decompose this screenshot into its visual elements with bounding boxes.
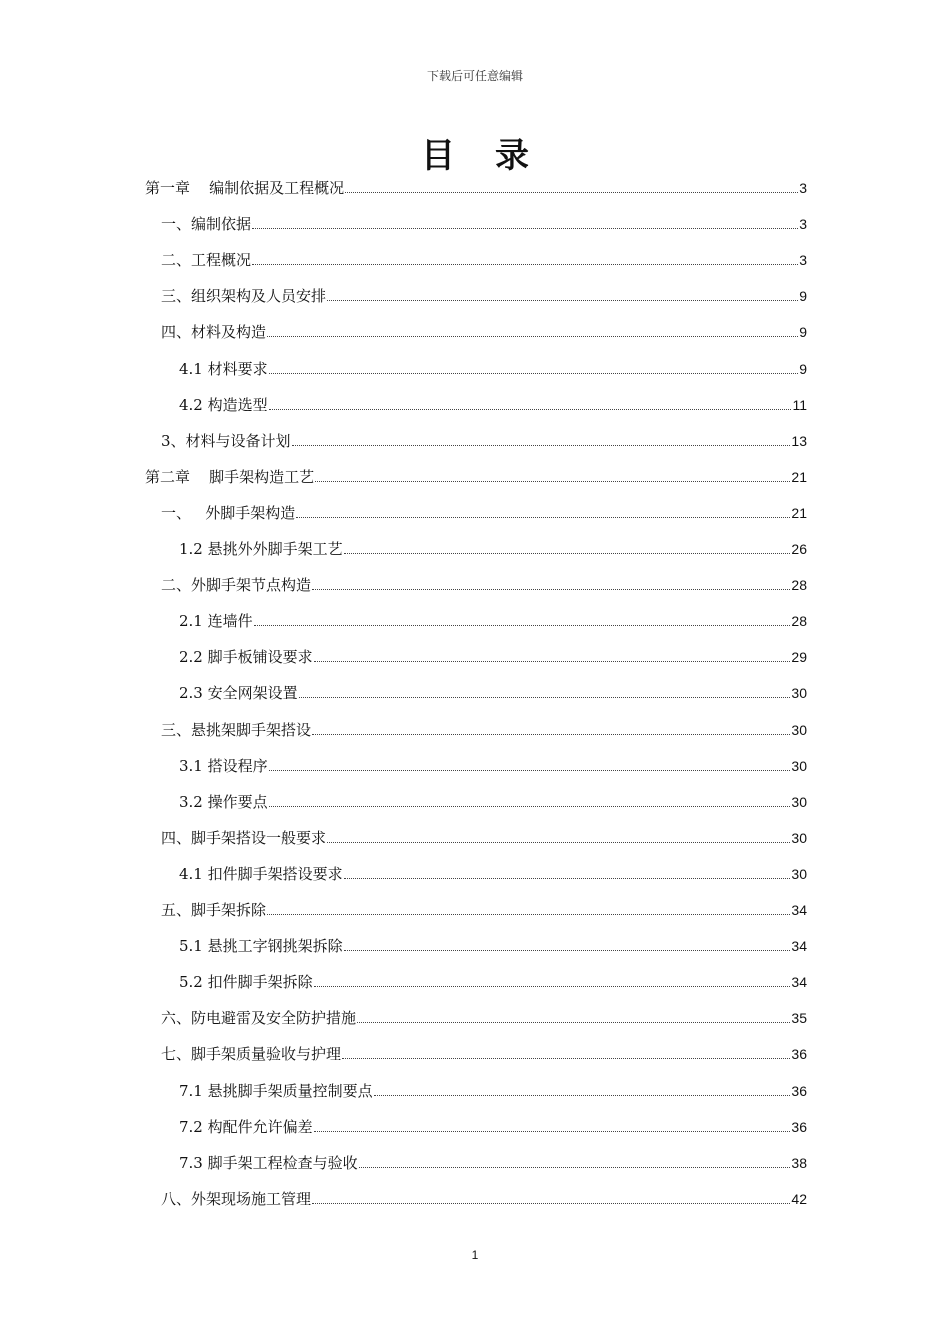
toc-entry-title: 3.1 搭设程序 [179, 756, 268, 775]
toc-entry-page: 30 [791, 865, 807, 882]
toc-dot-leader [269, 372, 799, 374]
toc-entry-page: 34 [791, 974, 807, 991]
toc-entry-title: 7.3 脚手架工程检查与验收 [179, 1153, 358, 1172]
toc-dot-leader [252, 263, 798, 265]
toc-entry-title: 5.2 扣件脚手架拆除 [179, 973, 313, 992]
toc-entry[interactable] [161, 429, 807, 451]
toc-dot-leader [314, 660, 791, 662]
toc-entry-title: 7.2 构配件允许偏差 [179, 1117, 313, 1136]
toc-entry[interactable] [179, 1115, 807, 1137]
toc-entry-page: 36 [791, 1046, 807, 1063]
toc-entry-title: 一、 外脚手架构造 [161, 503, 296, 522]
toc-dot-leader [312, 1202, 790, 1204]
toc-entry-page: 42 [791, 1190, 807, 1207]
toc-dot-leader [344, 949, 791, 951]
toc-dot-leader [314, 985, 791, 987]
toc-entry[interactable] [179, 934, 807, 956]
toc-dot-leader [292, 444, 791, 446]
toc-entry-title: 七、脚手架质量验收与护理 [161, 1045, 342, 1064]
toc-entry[interactable] [145, 176, 807, 198]
toc-entry[interactable] [161, 1187, 807, 1209]
toc-dot-leader [267, 335, 798, 337]
toc-entry[interactable] [179, 1079, 807, 1101]
toc-dot-leader [267, 913, 790, 915]
toc-entry-page: 11 [792, 396, 807, 413]
toc-dot-leader [359, 1166, 791, 1168]
toc-entry[interactable] [161, 501, 807, 523]
toc-entry-title: 4.1 扣件脚手架搭设要求 [179, 864, 343, 883]
toc-entry-page: 34 [791, 902, 807, 918]
toc-entry-page: 9 [799, 288, 807, 305]
toc-entry-title: 7.1 悬挑脚手架质量控制要点 [179, 1081, 373, 1100]
toc-entry-title: 三、组织架构及人员安排 [161, 287, 327, 306]
toc-entry[interactable] [161, 718, 807, 740]
toc-entry-page: 3 [799, 180, 807, 196]
toc-entry-title: 2.1 连墙件 [179, 612, 253, 631]
toc-dot-leader [299, 696, 791, 698]
toc-dot-leader [296, 516, 790, 518]
toc-entry-title: 二、外脚手架节点构造 [161, 576, 312, 595]
toc-dot-leader [269, 769, 791, 771]
toc-entry-title: 5.1 悬挑工字钢挑架拆除 [179, 937, 343, 956]
toc-entry[interactable] [179, 357, 807, 379]
toc-entry-title: 第一章 编制依据及工程概况 [145, 179, 345, 197]
toc-entry-page: 21 [791, 468, 807, 485]
toc-entry-title: 3.2 操作要点 [179, 792, 268, 811]
toc-entry-page: 38 [791, 1154, 807, 1171]
toc-entry-page: 29 [791, 649, 807, 666]
toc-dot-leader [344, 877, 791, 879]
toc-entry[interactable] [179, 1151, 807, 1173]
toc-entry[interactable] [161, 1006, 807, 1028]
toc-dot-leader [269, 805, 791, 807]
toc-dot-leader [254, 624, 791, 626]
toc-entry-page: 36 [791, 1118, 807, 1135]
toc-dot-leader [327, 299, 798, 301]
toc-entry[interactable] [179, 393, 807, 415]
toc-entry[interactable] [161, 573, 807, 595]
toc-entry-page: 3 [799, 216, 807, 233]
toc-entry-page: 13 [791, 432, 807, 449]
toc-entry-title: 第二章 脚手架构造工艺 [145, 467, 315, 486]
toc-dot-leader [315, 480, 790, 482]
toc-entry-title: 四、脚手架搭设一般要求 [161, 828, 327, 847]
toc-entry-page: 35 [791, 1010, 807, 1027]
toc-dot-leader [252, 227, 798, 229]
toc-entry-page: 28 [791, 577, 807, 594]
toc-entry[interactable] [161, 248, 807, 270]
toc-entry-title: 4.1 材料要求 [179, 359, 268, 378]
toc-entry-page: 30 [791, 721, 807, 738]
toc-dot-leader [344, 552, 791, 554]
toc-entry-page: 30 [791, 757, 807, 774]
toc-entry[interactable] [179, 970, 807, 992]
toc-entry-page: 30 [791, 829, 807, 846]
toc-entry-page: 36 [791, 1082, 807, 1099]
toc-entry[interactable] [161, 1042, 807, 1064]
toc-entry-page: 30 [791, 793, 807, 810]
toc-entry-title: 2.3 安全网架设置 [179, 684, 298, 703]
toc-entry-title: 四、材料及构造 [161, 323, 267, 342]
toc-entry[interactable] [179, 645, 807, 667]
toc-entry[interactable] [145, 465, 807, 487]
toc-entry[interactable] [179, 609, 807, 631]
toc-dot-leader [327, 841, 790, 843]
toc-entry-title: 五、脚手架拆除 [161, 901, 267, 919]
toc-dot-leader [312, 588, 790, 590]
toc-entry-title: 4.2 构造选型 [179, 395, 268, 414]
toc-dot-leader [342, 1057, 790, 1059]
toc-dot-leader [312, 733, 790, 735]
toc-dot-leader [345, 191, 798, 193]
toc-dot-leader [374, 1094, 791, 1096]
toc-entry-title: 3、材料与设备计划 [161, 431, 291, 450]
toc-entry-title: 六、防电避雷及安全防护措施 [161, 1009, 357, 1028]
toc-entry-page: 30 [791, 685, 807, 702]
toc-entry[interactable] [179, 862, 807, 884]
toc-entry-page: 9 [799, 324, 807, 341]
toc-entry[interactable] [179, 537, 807, 559]
toc-entry[interactable] [161, 898, 807, 920]
toc-entry[interactable] [179, 790, 807, 812]
toc-entry[interactable] [161, 284, 807, 306]
toc-entry-page: 9 [799, 360, 807, 377]
toc-entry-title: 一、编制依据 [161, 215, 252, 234]
toc-entry[interactable] [179, 681, 807, 703]
toc-dot-leader [314, 1130, 791, 1132]
toc-dot-leader [269, 408, 792, 410]
toc-dot-leader [357, 1021, 790, 1023]
toc-entry-page: 34 [791, 938, 807, 955]
toc-entry-page: 28 [791, 613, 807, 630]
toc-entry-title: 三、悬挑架脚手架搭设 [161, 720, 312, 739]
toc-entry-page: 21 [791, 504, 807, 521]
toc-entry[interactable] [161, 212, 807, 234]
page-number: 1 [471, 1248, 479, 1262]
toc-entry-page: 26 [791, 541, 807, 557]
toc-entry[interactable] [179, 754, 807, 776]
toc-entry-title: 1.2 悬挑外外脚手架工艺 [179, 540, 343, 558]
toc-entry-title: 二、工程概况 [161, 251, 252, 270]
toc-title: 目录 [421, 136, 569, 176]
page-header: 下载后可任意编辑 [426, 69, 523, 83]
toc-entry-title: 八、外架现场施工管理 [161, 1189, 312, 1208]
toc-entry-title: 2.2 脚手板铺设要求 [179, 648, 313, 667]
toc-entry-page: 3 [799, 252, 807, 269]
toc-entry[interactable] [161, 826, 807, 848]
toc-entry[interactable] [161, 320, 807, 342]
